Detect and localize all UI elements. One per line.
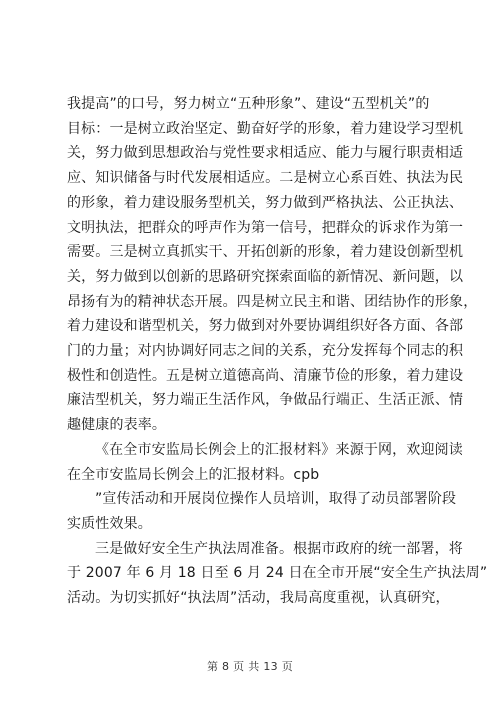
- text-line: 《在全市安监局长例会上的汇报材料》来源于网，欢迎阅读: [95, 441, 463, 458]
- page-footer: [0, 658, 500, 674]
- document-body: [67, 92, 488, 611]
- text-line: 廉洁型机关，努力端正生活作风，争做品行端正、生活正派、情: [67, 392, 464, 409]
- paragraph-enforcement-week: [67, 537, 488, 611]
- text-line: 趣健康的表率。: [67, 417, 167, 434]
- text-line: 极性和创造性。五是树立道德高尚、清廉节俭的形象，着力建设: [67, 367, 464, 384]
- text-line: 需要。三是树立真抓实干、开拓创新的形象，着力建设创新型机: [67, 244, 464, 261]
- text-line: 应、知识储备与时代发展相适应。二是树立心系百姓、执法为民: [67, 170, 464, 187]
- text-line: 昂扬有为的精神状态开展。四是树立民主和谐、团结协作的形象，: [67, 293, 478, 310]
- text-line: 目标：一是树立政治坚定、勤奋好学的形象，着力建设学习型机: [67, 120, 464, 137]
- text-line: 实质性效果。: [67, 515, 152, 532]
- text-line: 活动。为切实抓好“执法周”活动，我局高度重视，认真研究，: [67, 590, 450, 607]
- paragraph-source-note: [67, 438, 463, 487]
- text-line: 于 2007 年 6 月 18 日至 6 月 24 日在全市开展“安全生产执法周”: [67, 565, 488, 582]
- text-line: 关，努力做到思想政治与党性要求相适应、能力与履行职责相适: [67, 145, 464, 162]
- page-number-label: 第 8 页 共 13 页: [206, 660, 294, 673]
- text-line: 文明执法，把群众的呼声作为第一信号，把群众的诉求作为第一: [67, 219, 464, 236]
- text-line: 在全市安监局长例会上的汇报材料。cpb: [67, 466, 320, 483]
- text-line: 关，努力做到以创新的思路研究探索面临的新情况、新问题，以: [67, 268, 464, 285]
- text-line: 三是做好安全生产执法周准备。根据市政府的统一部署，将: [95, 540, 463, 557]
- paragraph-five-images: [67, 92, 478, 438]
- text-line: 门的力量；对内协调好同志之间的关系，充分发挥每个同志的积: [67, 343, 464, 360]
- text-line: ”宣传活动和开展岗位操作人员培训，取得了动员部署阶段: [95, 491, 457, 508]
- text-line: 着力建设和谐型机关，努力做到对外要协调组织好各方面、各部: [67, 318, 464, 335]
- text-line: 的形象，着力建设服务型机关，努力做到严格执法、公正执法、: [67, 194, 464, 211]
- text-line: 我提高”的口号，努力树立“五种形象”、建设“五型机关”的: [67, 96, 430, 112]
- paragraph-publicity: [67, 487, 457, 536]
